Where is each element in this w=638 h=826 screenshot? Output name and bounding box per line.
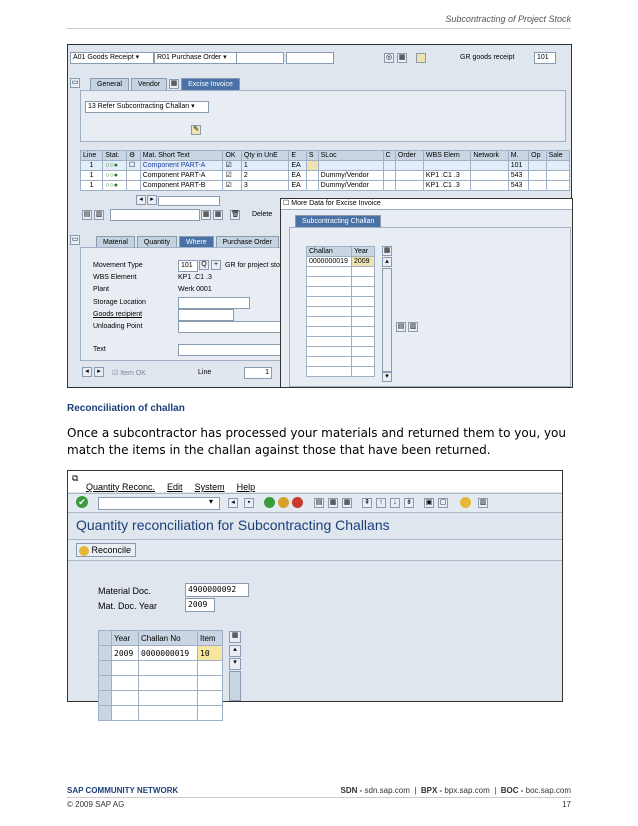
row-m: 101 [508, 161, 528, 171]
col-s[interactable]: S [306, 151, 318, 161]
row-sale [546, 181, 569, 191]
row-s[interactable] [306, 161, 318, 171]
tab-material[interactable]: Material [96, 236, 135, 248]
table-filter-icon[interactable]: ▥ [95, 211, 103, 218]
col-order[interactable]: Order [395, 151, 423, 161]
row-text: Component PART-A [140, 161, 223, 171]
scroll-right-icon[interactable]: ▸ [147, 195, 157, 205]
table-row[interactable] [307, 327, 375, 337]
material-doc-input[interactable]: 4900000092 [185, 583, 249, 597]
col-status[interactable]: Stat. [103, 151, 127, 161]
storage-location-input[interactable] [178, 297, 250, 309]
table-row[interactable] [99, 676, 223, 691]
table-row[interactable] [81, 171, 570, 181]
scroll-up-icon[interactable]: ▴ [229, 645, 241, 657]
page-number: 17 [562, 800, 571, 809]
row-line: 1 [81, 181, 103, 191]
item-ok-label: Item OK [120, 370, 146, 377]
row-e: EA [289, 171, 307, 181]
col-m[interactable]: M. [508, 151, 528, 161]
quantity-reconciliation-screen [67, 470, 563, 702]
wbs-element-value: KP1 .C1 .3 [178, 274, 212, 281]
print-icon[interactable]: ▤ [315, 499, 323, 506]
delete-icon[interactable]: 🗑 [231, 211, 240, 218]
table-row[interactable] [99, 706, 223, 721]
col-mat-text[interactable]: Mat. Short Text [140, 151, 223, 161]
action-select-value: A01 Goods Receipt [73, 54, 134, 61]
row-m: 543 [508, 171, 528, 181]
last-page-icon[interactable]: ⇟ [404, 498, 414, 508]
challan-tab-panel [289, 227, 571, 387]
doc-year-label: Mat. Doc. Year [98, 601, 158, 611]
tab-purchase-order[interactable]: Purchase Order [216, 236, 279, 248]
expand-header-icon[interactable]: ▭ [71, 79, 79, 86]
menu-help[interactable]: Help [236, 482, 256, 492]
row-selector[interactable] [99, 646, 112, 661]
row-op [529, 171, 547, 181]
movement-type-label: Movement Type [93, 262, 143, 269]
footer-sdn-link[interactable]: sdn.sap.com [364, 786, 410, 795]
save-icon[interactable]: ▪ [244, 498, 254, 508]
cancel-icon[interactable] [292, 497, 303, 508]
screen-title: Quantity reconciliation for Subcontracting Challans [76, 517, 390, 533]
row-s[interactable] [306, 171, 318, 181]
gr-movement-input[interactable]: 101 [534, 52, 556, 64]
shortcut-icon[interactable]: ▢ [439, 499, 447, 506]
next-item-icon[interactable]: ▸ [94, 367, 104, 377]
footer-copyright: © 2009 SAP AG [67, 800, 125, 809]
delete-button[interactable]: Delete [252, 211, 273, 218]
row-select-header[interactable] [99, 631, 112, 646]
gr-label: GR goods receipt [460, 54, 515, 61]
application-toolbar [68, 539, 562, 561]
reference-select-value: R01 Purchase Order [157, 54, 222, 61]
table-settings-icon[interactable]: ▤ [83, 211, 91, 218]
row-e: EA [289, 181, 307, 191]
vertical-scrollbar[interactable] [229, 671, 241, 701]
tab-vendor[interactable]: Vendor [131, 78, 167, 90]
col-wbs[interactable]: WBS Elem [423, 151, 470, 161]
unloading-point-label: Unloading Point [93, 323, 143, 330]
footer-sdn-label: SDN - [340, 786, 365, 795]
prev-item-icon[interactable]: ◂ [82, 367, 92, 377]
row-m: 543 [508, 181, 528, 191]
ref-doc-input[interactable] [236, 52, 284, 64]
row-op [529, 161, 547, 171]
col-sloc[interactable]: SLoc [318, 151, 383, 161]
scroll-up-icon[interactable]: ▴ [382, 257, 392, 267]
row-c [383, 161, 395, 171]
find-icon[interactable]: ▦ [398, 54, 406, 61]
col-item[interactable]: Item [198, 631, 223, 646]
movement-plus-indicator: + [211, 260, 221, 270]
tab-where[interactable]: Where [179, 236, 214, 248]
wbs-element-label: WBS Element [93, 274, 137, 281]
edit-icon[interactable]: ✎ [191, 125, 201, 135]
text-input[interactable] [178, 344, 282, 356]
command-field[interactable] [98, 497, 220, 510]
row-wbs: KP1 .C1 .3 [423, 181, 470, 191]
popup-window-icon: ☐ [283, 200, 290, 207]
line-input[interactable]: 1 [244, 367, 272, 379]
col-challan-no[interactable]: Challan No [139, 631, 198, 646]
col-e[interactable]: E [289, 151, 307, 161]
footer-boc-link[interactable]: boc.sap.com [525, 786, 571, 795]
row-flag-icon [126, 181, 140, 191]
challan-items-table [98, 630, 223, 721]
table-search-input[interactable] [110, 209, 200, 221]
movement-desc: GR for project sto [225, 262, 280, 269]
column-config-icon[interactable]: ▦ [229, 631, 241, 643]
command-history-icon[interactable]: ▾ [209, 497, 214, 506]
row-network [471, 181, 508, 191]
col-qty[interactable]: Qty in UnE [241, 151, 288, 161]
tab-general[interactable]: General [90, 78, 129, 90]
delete-row-icon[interactable]: ▥ [409, 323, 417, 330]
tab-excise-invoice[interactable]: Excise Invoice [181, 78, 240, 90]
reference-select[interactable]: R01 Purchase Order ▾ [154, 52, 238, 64]
prev-page-icon[interactable]: ↑ [376, 498, 386, 508]
row-qty[interactable]: 3 [241, 181, 288, 191]
material-doc-label: Material Doc. [98, 586, 152, 596]
standard-toolbar [68, 493, 562, 513]
footer-links: SDN - sdn.sap.com | BPX - bpx.sap.com | BOC - boc.sap.com [340, 786, 571, 795]
row-wbs: KP1 .C1 .3 [423, 171, 470, 181]
scroll-down-icon[interactable]: ▾ [229, 658, 241, 670]
ref-doc-input-2[interactable] [286, 52, 334, 64]
where-tab-panel [80, 247, 282, 361]
footer-rule [67, 797, 571, 798]
storage-location-label: Storage Location [93, 299, 146, 306]
text-label: Text [93, 346, 106, 353]
column-config-icon[interactable]: ▦ [383, 247, 391, 254]
col-sale[interactable]: Sale [546, 151, 569, 161]
goods-recipient-label: Goods recipient [93, 311, 143, 318]
movement-type-input[interactable]: 101 [178, 260, 198, 272]
page-header: Subcontracting of Project Stock [445, 14, 571, 24]
challan-reference-select[interactable]: 13 Refer Subcontracting Challan ▾ [85, 101, 209, 113]
reconcile-label: Reconcile [91, 545, 132, 555]
col-year[interactable]: Year [352, 247, 375, 257]
new-session-icon[interactable]: ▣ [425, 499, 433, 506]
execute-icon[interactable]: ◎ [385, 54, 393, 61]
item-ok-checkbox[interactable]: ☑ Item OK [112, 370, 146, 377]
find-icon[interactable]: ▦ [329, 499, 337, 506]
collapse-detail-icon[interactable]: ▭ [71, 236, 79, 243]
row-ok[interactable]: ☑ [223, 161, 241, 171]
action-select[interactable]: A01 Goods Receipt ▾ [70, 52, 154, 64]
row-line: 1 [81, 161, 103, 171]
year-cell[interactable]: 2009 [352, 257, 375, 267]
challan-cell[interactable]: 0000000019 [307, 257, 352, 267]
table-row[interactable] [307, 287, 375, 297]
table-row[interactable] [307, 277, 375, 287]
table-row[interactable] [81, 181, 570, 191]
scroll-down-icon[interactable]: ▾ [382, 372, 392, 382]
table-row[interactable] [307, 337, 375, 347]
plant-label: Plant [93, 286, 109, 293]
menu-system[interactable]: System [194, 482, 225, 492]
scroll-left-icon[interactable]: ◂ [136, 195, 146, 205]
reconcile-button[interactable] [76, 543, 136, 557]
table-row[interactable] [307, 367, 375, 377]
row-flag-icon [126, 171, 140, 181]
line-label: Line [198, 369, 212, 376]
footer-bpx-link[interactable]: bpx.sap.com [444, 786, 490, 795]
row-order [395, 171, 423, 181]
table-row[interactable] [307, 307, 375, 317]
footer-bpx-label: BPX - [420, 786, 445, 795]
enter-icon[interactable]: ✔ [76, 496, 88, 508]
first-page-icon[interactable]: ⇞ [362, 498, 372, 508]
reconcile-icon [79, 546, 89, 556]
movement-q-indicator: Q [199, 260, 209, 270]
traffic-light-icon: ○○● [103, 161, 127, 171]
challan-table [306, 246, 375, 377]
row-sale [546, 171, 569, 181]
footer-network: SAP COMMUNITY NETWORK [67, 786, 179, 795]
row-text: Component PART-B [140, 181, 223, 191]
col-ok[interactable]: OK [223, 151, 241, 161]
col-op[interactable]: Op [529, 151, 547, 161]
row-network [471, 161, 508, 171]
help-icon[interactable] [460, 497, 471, 508]
traffic-light-icon: ○○● [103, 181, 127, 191]
row-qty[interactable]: 1 [241, 161, 288, 171]
item-cell[interactable]: 10 [198, 646, 223, 661]
col-year[interactable]: Year [112, 631, 139, 646]
item-table-header [81, 151, 570, 161]
table-header [99, 631, 223, 646]
item-table [80, 150, 570, 191]
vertical-scrollbar[interactable] [382, 268, 392, 372]
table-row[interactable] [307, 317, 375, 327]
row-order [395, 181, 423, 191]
back-icon[interactable]: ◂ [228, 498, 238, 508]
col-line[interactable]: Line [81, 151, 103, 161]
col-network[interactable]: Network [471, 151, 508, 161]
row-sloc[interactable]: Dummy/Vendor [318, 171, 383, 181]
menu-items [86, 482, 255, 492]
row-line: 1 [81, 171, 103, 181]
row-text: Component PART-A [140, 171, 223, 181]
exit-icon[interactable] [278, 497, 289, 508]
find-next-icon[interactable]: ▦ [214, 211, 222, 218]
table-row[interactable] [99, 661, 223, 676]
row-network [471, 171, 508, 181]
row-sale [546, 161, 569, 171]
find-icon[interactable]: ▦ [202, 211, 210, 218]
table-row[interactable] [307, 347, 375, 357]
section-caption: Reconciliation of challan [67, 403, 185, 414]
goods-receipt-screen [67, 44, 572, 388]
note-icon[interactable] [416, 53, 426, 63]
table-row[interactable] [307, 297, 375, 307]
row-c [383, 181, 395, 191]
excise-popup [280, 198, 573, 388]
body-paragraph: Once a subcontractor has processed your materials and returned them to you, you match the items in the challan against those that have been returned. [67, 426, 567, 457]
table-row[interactable] [307, 357, 375, 367]
row-ok[interactable]: ☑ [223, 171, 241, 181]
row-flag-icon: ☐ [126, 161, 140, 171]
insert-row-icon[interactable]: ▤ [397, 323, 405, 330]
year-cell[interactable]: 2009 [112, 646, 139, 661]
table-row[interactable] [307, 267, 375, 277]
layout-menu-icon[interactable]: ▥ [479, 499, 487, 506]
challan-reference-value: 13 Refer Subcontracting Challan [88, 103, 190, 110]
table-row[interactable] [81, 161, 570, 171]
header-tabs [90, 78, 240, 90]
find-next-icon[interactable]: ▦ [343, 499, 351, 506]
row-c [383, 171, 395, 181]
menu-bar [68, 471, 562, 492]
doc-year-input[interactable]: 2009 [185, 598, 215, 612]
table-row[interactable] [307, 257, 375, 267]
plant-value: Werk 0001 [178, 286, 212, 293]
traffic-light-icon: ○○● [103, 171, 127, 181]
horizontal-scrollbar[interactable] [158, 196, 220, 206]
row-s[interactable] [306, 181, 318, 191]
tree-icon: ⚙ [128, 152, 136, 159]
table-row[interactable] [99, 691, 223, 706]
row-sloc[interactable] [318, 161, 383, 171]
table-row[interactable] [99, 646, 223, 661]
col-c[interactable]: C [383, 151, 395, 161]
header-rule [67, 28, 571, 29]
menu-edit[interactable]: Edit [167, 482, 183, 492]
goods-recipient-input[interactable] [178, 309, 234, 321]
tab-quantity[interactable]: Quantity [137, 236, 177, 248]
row-wbs [423, 161, 470, 171]
row-qty[interactable]: 2 [241, 171, 288, 181]
back-nav-icon[interactable] [264, 497, 275, 508]
popup-titlebar [281, 199, 572, 210]
row-e: EA [289, 161, 307, 171]
window-icon[interactable]: ⧉ [72, 473, 79, 483]
unloading-point-input[interactable] [178, 321, 282, 333]
excise-tab-icon: ▦ [170, 80, 178, 87]
row-sloc[interactable]: Dummy/Vendor [318, 181, 383, 191]
footer-boc-label: BOC - [500, 786, 526, 795]
row-ok[interactable]: ☑ [223, 181, 241, 191]
col-challan[interactable]: Challan [307, 247, 352, 257]
excise-tab-panel [80, 90, 566, 142]
col-tree[interactable] [126, 151, 140, 161]
menu-quantity-reconc[interactable]: Quantity Reconc. [86, 482, 156, 492]
next-page-icon[interactable]: ↓ [390, 498, 400, 508]
challan-no-cell[interactable]: 0000000019 [139, 646, 198, 661]
tab-subcontracting-challan[interactable]: Subcontracting Challan [295, 215, 381, 227]
table-scroll-controls [136, 195, 220, 206]
row-order [395, 161, 423, 171]
popup-title: More Data for Excise Invoice [291, 200, 381, 207]
row-op [529, 181, 547, 191]
